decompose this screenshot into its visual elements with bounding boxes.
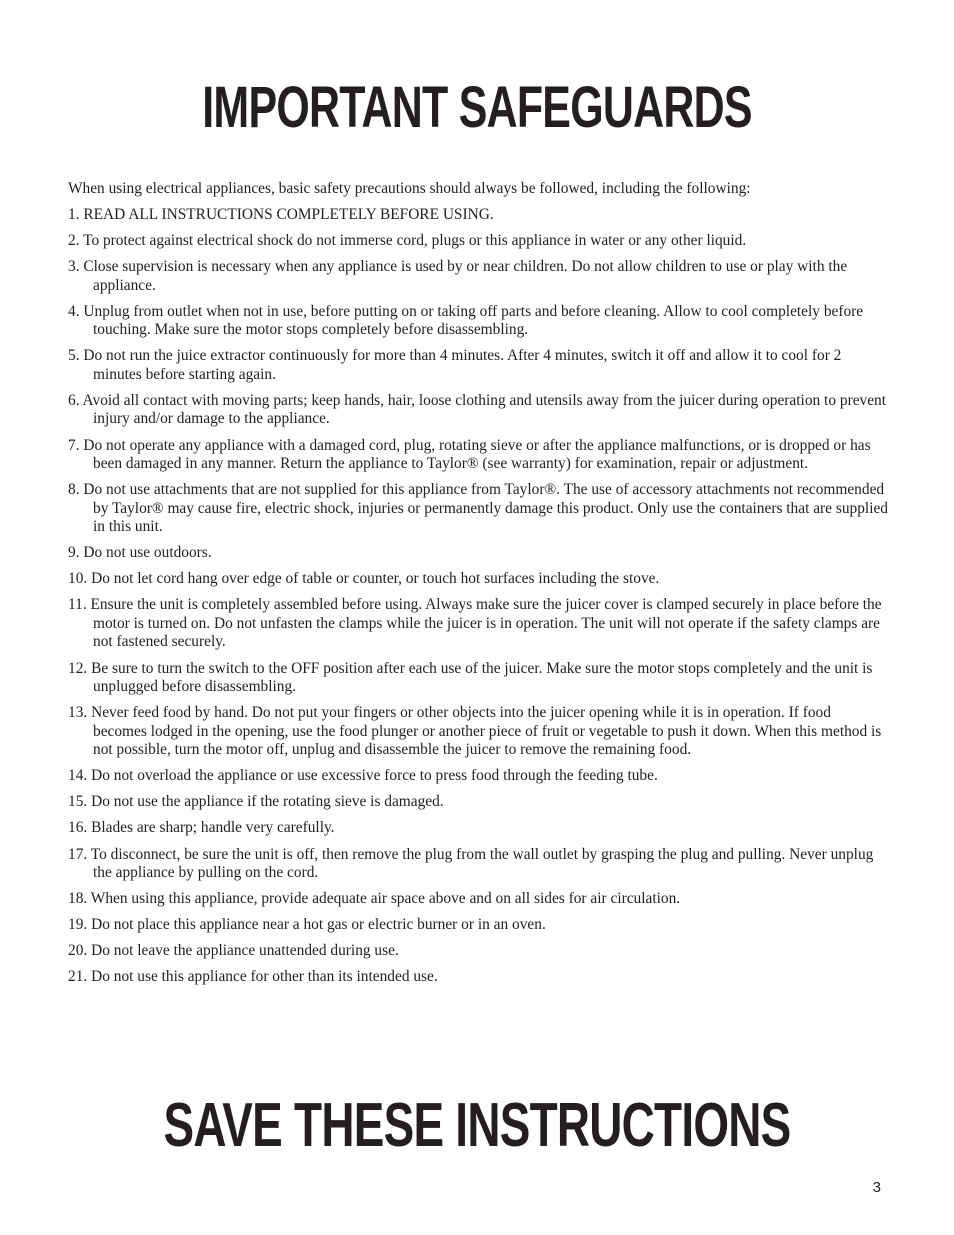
list-item: 7. Do not operate any appliance with a damaged cord, plug, rotating sieve or after the appliance malfunctions, or is dropped or has been damaged in any manner. Return the appliance to Taylor® (see warranty) for examination, repair or adjustment. bbox=[68, 436, 871, 473]
list-item: 10. Do not let cord hang over edge of table or counter, or touch hot surfaces including the stove. bbox=[68, 570, 660, 588]
intro-text: When using electrical appliances, basic safety precautions should always be followed, including the following: bbox=[68, 180, 751, 197]
list-item: 18. When using this appliance, provide adequate air space above and on all sides for air circulation. bbox=[68, 890, 681, 908]
list-item: 2. To protect against electrical shock do not immerse cord, plugs or this appliance in water or any other liquid. bbox=[68, 232, 747, 250]
list-item: 11. Ensure the unit is completely assembled before using. Always make sure the juicer cover is clamped securely in place before the motor is turned on. Do not unfasten the clamps while the juicer is in operation. The unit will not operate if the safety clamps are not fastened securely. bbox=[68, 596, 882, 651]
list-item: 3. Close supervision is necessary when any appliance is used by or near children. Do not allow children to use or play with the appliance. bbox=[68, 258, 848, 294]
list-item: 16. Blades are sharp; handle very carefully. bbox=[68, 819, 335, 837]
list-item: 21. Do not use this appliance for other than its intended use. bbox=[68, 968, 438, 986]
list-item: 8. Do not use attachments that are not supplied for this appliance from Taylor®. The use of accessory attachments not recommended by Taylor® may cause fire, electric shock, injuries or permanently damage this product. Only use the containers that are supplied in this unit. bbox=[68, 481, 888, 536]
list-item: 6. Avoid all contact with moving parts; keep hands, hair, loose clothing and utensils away from the juicer during operation to prevent injury and/or damage to the appliance. bbox=[68, 391, 887, 428]
safeguards-list bbox=[68, 206, 888, 994]
list-item: 14. Do not overload the appliance or use excessive force to press food through the feeding tube. bbox=[68, 767, 658, 785]
list-item: 9. Do not use outdoors. bbox=[68, 544, 212, 562]
list-item: 5. Do not run the juice extractor continuously for more than 4 minutes. After 4 minutes, switch it off and allow it to cool for 2 minutes before starting again. bbox=[68, 347, 842, 383]
page-title: IMPORTANT SAFEGUARDS bbox=[202, 75, 752, 140]
list-item: 4. Unplug from outlet when not in use, before putting on or taking off parts and before cleaning. Allow to cool completely before touching. Make sure the motor stops completely before disassembling. bbox=[68, 302, 864, 339]
list-item: 15. Do not use the appliance if the rotating sieve is damaged. bbox=[68, 793, 444, 811]
list-item: 13. Never feed food by hand. Do not put your fingers or other objects into the juicer opening while it is in operation. If food becomes lodged in the opening, use the food plunger or another piece of fruit or vegetable to push it down. When this method is not possible, turn the motor off, unplug and disassemble the juicer to remove the remaining food. bbox=[68, 704, 882, 759]
list-item: 19. Do not place this appliance near a hot gas or electric burner or in an oven. bbox=[68, 916, 546, 934]
list-item: 12. Be sure to turn the switch to the OFF position after each use of the juicer. Make sure the motor stops completely and the unit is unplugged before disassembling. bbox=[68, 659, 873, 696]
footer-title: SAVE THESE INSTRUCTIONS bbox=[163, 1091, 791, 1160]
list-item: 20. Do not leave the appliance unattended during use. bbox=[68, 942, 399, 960]
page-number: 3 bbox=[872, 1179, 881, 1196]
list-item: 17. To disconnect, be sure the unit is off, then remove the plug from the wall outlet by grasping the plug and pulling. Never unplug the appliance by pulling on the cord. bbox=[68, 845, 874, 881]
list-item: 1. READ ALL INSTRUCTIONS COMPLETELY BEFORE USING. bbox=[68, 206, 494, 223]
